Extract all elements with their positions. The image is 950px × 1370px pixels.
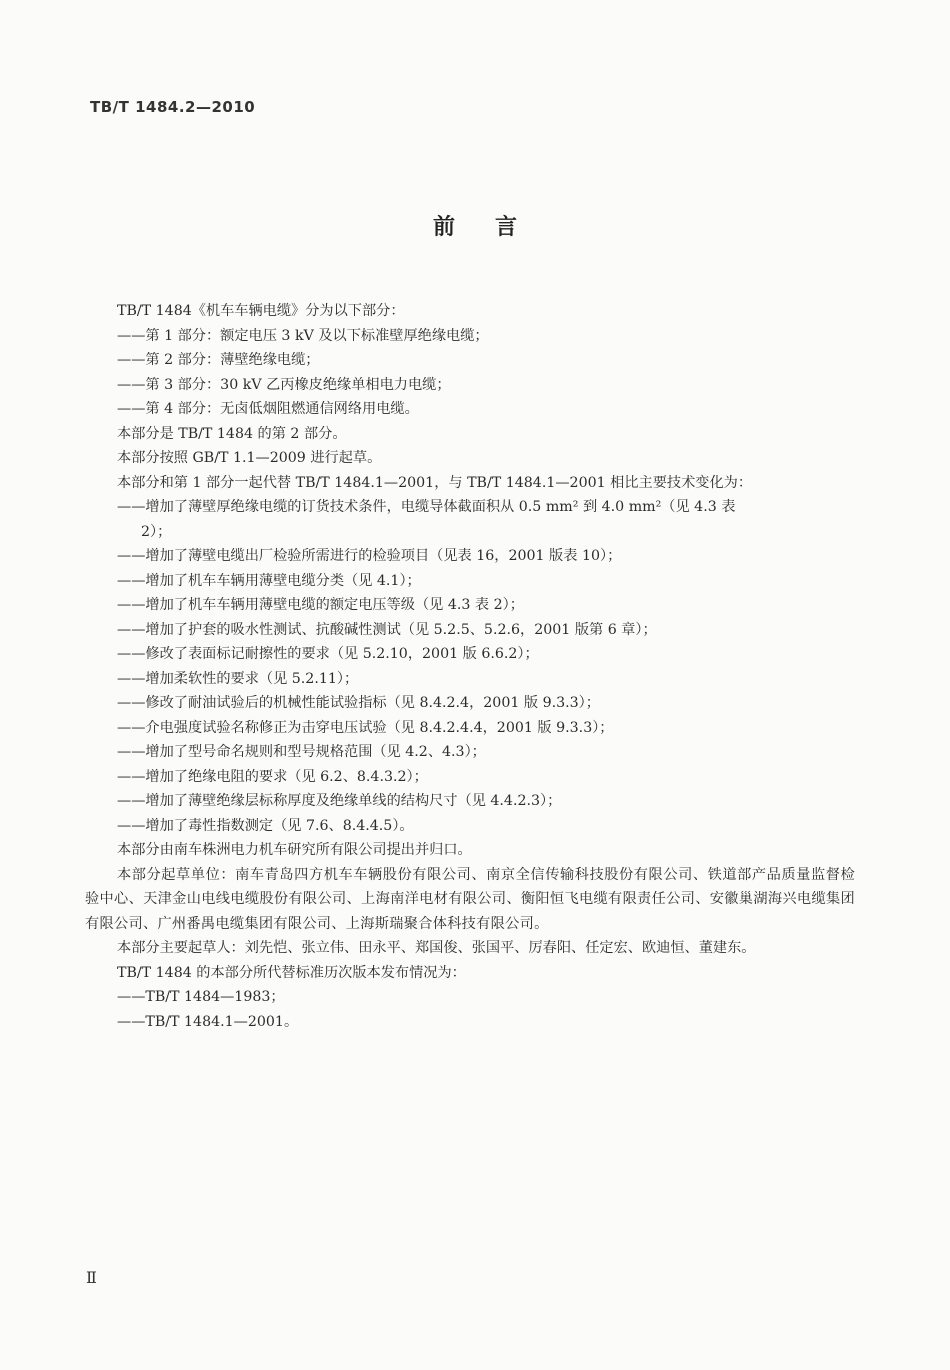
standard-code-header: TB/T 1484.2—2010 (90, 98, 256, 116)
history-list-item: ——TB/T 1484—1983； (117, 989, 285, 1005)
part-list-item: ——第 2 部分：薄壁绝缘电缆； (117, 352, 320, 368)
history-list-item: ——TB/T 1484.1—2001。 (117, 1013, 299, 1030)
change-list-item: ——增加了薄壁厚绝缘电缆的订货技术条件，电缆导体截面积从 0.5 mm² 到 4.0 mm²（见 4.3 表 (117, 499, 736, 515)
change-list-item: ——增加了机车车辆用薄壁电缆的额定电压等级（见 4.3 表 2）； (117, 597, 524, 613)
drafting-rule-paragraph: 本部分按照 GB/T 1.1—2009 进行起草。 (117, 450, 382, 466)
part-list-item: ——第 4 部分：无卤低烟阻燃通信网络用电缆。 (117, 401, 419, 417)
drafters-paragraph: 本部分主要起草人：刘先恺、张立伟、田永平、郑国俊、张国平、厉春阳、任定宏、欧迪恒、董建东。 (117, 940, 756, 956)
change-list-item-continuation: 2）； (141, 523, 172, 540)
drafting-units-paragraph: 本部分起草单位：南车青岛四方机车车辆股份有限公司、南京全信传输科技股份有限公司、铁道部产品质量监督检验中心、天津金山电线电缆股份有限公司、上海南洋电材有限公司、衡阳恒飞电缆有限责任公司、安徽巢湖海兴电缆集团有限公司、广州番禺电缆集团有限公司、上海斯瑞聚合体科技有限公司。 (85, 866, 855, 932)
change-list-item: ——增加柔软性的要求（见 5.2.11）； (117, 670, 359, 687)
change-list-item: ——修改了表面标记耐擦性的要求（见 5.2.10，2001 版 6.6.2）； (117, 646, 539, 662)
change-list-item: ——增加了护套的吸水性测试、抗酸碱性测试（见 5.2.5、5.2.6，2001 版第 6 章）； (117, 621, 657, 638)
change-list-item: ——增加了型号命名规则和型号规格范围（见 4.2、4.3）； (117, 744, 486, 760)
change-list-item: ——增加了毒性指数测定（见 7.6、8.4.4.5）。 (117, 817, 414, 834)
this-part-paragraph: 本部分是 TB/T 1484 的第 2 部分。 (117, 425, 347, 442)
change-list-item: ——增加了薄壁电缆出厂检验所需进行的检验项目（见表 16，2001 版表 10）； (117, 548, 622, 564)
change-list-item: ——增加了薄壁绝缘层标称厚度及绝缘单线的结构尺寸（见 4.4.2.3）； (117, 793, 562, 809)
page-title: 前言 (432, 215, 557, 240)
document-body (85, 299, 855, 1034)
change-list-item: ——增加了绝缘电阻的要求（见 6.2、8.4.3.2）； (117, 768, 428, 785)
replace-paragraph: 本部分和第 1 部分一起代替 TB/T 1484.1—2001，与 TB/T 1484.1—2001 相比主要技术变化为： (117, 474, 753, 491)
part-list-item: ——第 1 部分：额定电压 3 kV 及以下标准壁厚绝缘电缆； (117, 327, 489, 344)
change-list-item: ——增加了机车车辆用薄壁电缆分类（见 4.1）； (117, 572, 421, 589)
part-list-item: ——第 3 部分：30 kV 乙丙橡皮绝缘单相电力电缆； (117, 376, 451, 393)
page-number: Ⅱ (86, 1268, 97, 1287)
history-intro-paragraph: TB/T 1484 的本部分所代替标准历次版本发布情况为： (117, 964, 466, 981)
change-list-item: ——介电强度试验名称修正为击穿电压试验（见 8.4.2.4.4，2001 版 9.3.3）； (117, 719, 614, 736)
change-list-item: ——修改了耐油试验后的机械性能试验指标（见 8.4.2.4，2001 版 9.3.3）； (117, 695, 600, 711)
intro-paragraph: TB/T 1484《机车车辆电缆》分为以下部分： (117, 303, 405, 319)
proposed-by-paragraph: 本部分由南车株洲电力机车研究所有限公司提出并归口。 (117, 842, 472, 858)
